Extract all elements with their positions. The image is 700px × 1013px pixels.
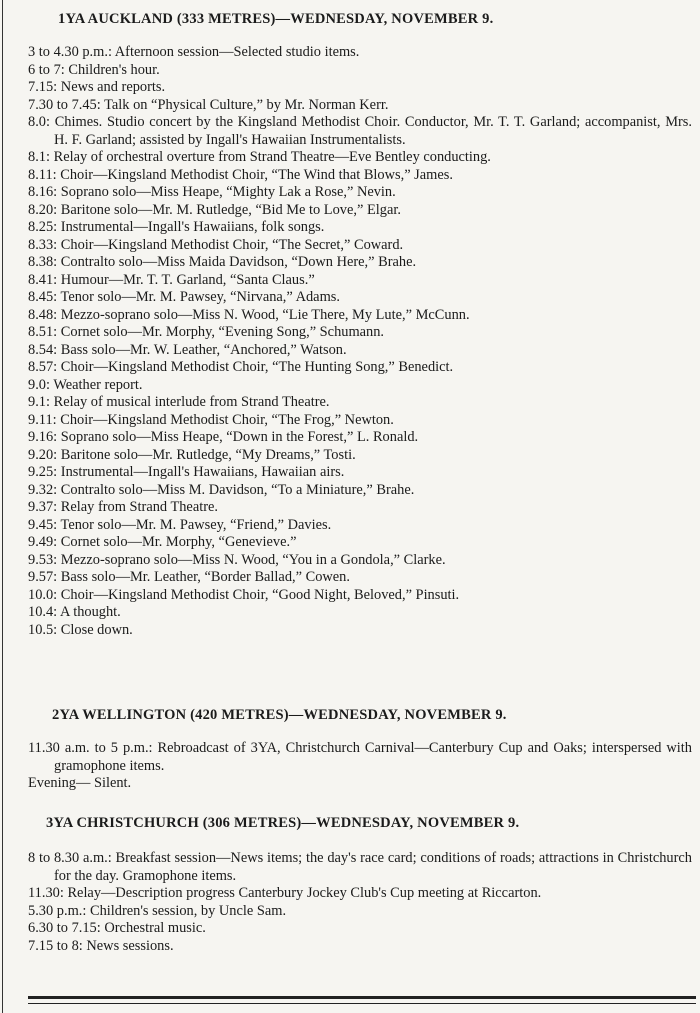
programme-entry xyxy=(28,740,696,775)
entry-text: Orchestral music. xyxy=(104,920,206,936)
entry-time: 9.32: xyxy=(28,481,58,498)
entry-text: Cornet solo—Mr. Morphy, “Genevieve.” xyxy=(60,534,297,550)
programme-entry xyxy=(28,184,696,202)
entry-text: Relay of musical interlude from Strand Theatre. xyxy=(53,394,330,410)
programme-entry xyxy=(28,44,696,62)
entry-time: 7.30 to 7.45: xyxy=(28,96,101,113)
entry-time: 9.45: xyxy=(28,516,58,533)
entry-text: Breakfast session—News items; the day's race card; conditions of roads; attractions in Christchurch for the day. Gramophone items. xyxy=(54,850,692,884)
entry-text: Rebroadcast of 3YA, Christchurch Carnival—Canterbury Cup and Oaks; interspersed with gramophone items. xyxy=(54,740,692,774)
programme-entry xyxy=(28,149,696,167)
entry-time: 8.16: xyxy=(28,184,58,200)
programme-entry xyxy=(28,517,696,535)
programme-entry xyxy=(28,394,696,412)
entry-text: Baritone solo—Mr. M. Rutledge, “Bid Me to Love,” Elgar. xyxy=(60,201,401,218)
programme-entry xyxy=(28,938,696,956)
entry-text: News sessions. xyxy=(86,937,174,954)
entry-time: 9.1: xyxy=(28,394,50,410)
entry-time: 7.15: xyxy=(28,79,58,95)
programme-entry xyxy=(28,307,696,325)
entry-time: 11.30: xyxy=(28,885,64,901)
entry-time: 8.51: xyxy=(28,324,58,340)
entry-time: 8.45: xyxy=(28,289,58,305)
programme-entry xyxy=(28,464,696,482)
entry-text: Instrumental—Ingall's Hawaiians, Hawaiian airs. xyxy=(60,464,345,480)
entry-text: Children's session, by Uncle Sam. xyxy=(89,902,287,919)
section-heading: 3YA CHRISTCHURCH (306 METRES)—WEDNESDAY, NOVEMBER 9. xyxy=(46,815,520,831)
entry-time: 11.30 a.m. to 5 p.m.: xyxy=(28,740,153,756)
column-rule xyxy=(2,0,3,1013)
entry-time: 8 to 8.30 a.m.: xyxy=(28,850,112,866)
bottom-rule xyxy=(28,996,696,999)
programme-entry xyxy=(28,604,696,622)
entry-time: 8.20: xyxy=(28,201,58,218)
programme-entry xyxy=(28,202,696,220)
entry-text: Relay from Strand Theatre. xyxy=(60,499,218,515)
entry-text: Relay of orchestral overture from Strand Theatre—Eve Bentley conducting. xyxy=(53,149,491,165)
entry-time: 8.57: xyxy=(28,359,58,375)
entry-time: 8.38: xyxy=(28,254,58,270)
programme-entry xyxy=(28,499,696,517)
entry-text: Choir—Kingsland Methodist Choir, “Good Night, Beloved,” Pinsuti. xyxy=(60,586,460,603)
section-heading: 1YA AUCKLAND (333 METRES)—WEDNESDAY, NOVEMBER 9. xyxy=(58,11,494,27)
entry-text: Tenor solo—Mr. M. Pawsey, “Nirvana,” Adams. xyxy=(60,289,340,305)
entry-text: Choir—Kingsland Methodist Choir, “The Wind that Blows,” James. xyxy=(60,166,453,183)
entry-text: Soprano solo—Miss Heape, “Down in the Forest,” L. Ronald. xyxy=(60,429,419,445)
entry-time: 9.37: xyxy=(28,499,58,515)
entry-text: Choir—Kingsland Methodist Choir, “The Hunting Song,” Benedict. xyxy=(60,359,454,375)
entry-time: 8.25: xyxy=(28,219,58,235)
entry-time: 8.41: xyxy=(28,271,58,288)
entry-text: Talk on “Physical Culture,” by Mr. Norman Kerr. xyxy=(104,96,389,113)
entry-text: Tenor solo—Mr. M. Pawsey, “Friend,” Davies. xyxy=(60,516,332,533)
entry-time: 9.57: xyxy=(28,569,58,585)
programme-entry xyxy=(28,167,696,185)
entry-time: 5.30 p.m.: xyxy=(28,902,87,919)
entry-time: 9.49: xyxy=(28,534,58,550)
programme-entry xyxy=(28,97,696,115)
programme-entry xyxy=(28,342,696,360)
entry-text: Contralto solo—Miss M. Davidson, “To a Miniature,” Brahe. xyxy=(60,481,415,498)
entry-text: Relay—Description progress Canterbury Jockey Club's Cup meeting at Riccarton. xyxy=(67,885,542,901)
entry-time: 8.1: xyxy=(28,149,50,165)
entry-time: 9.20: xyxy=(28,446,58,463)
entry-text: Mezzo-soprano solo—Miss N. Wood, “Lie There, My Lute,” McCunn. xyxy=(60,306,470,323)
programme-entry xyxy=(28,920,696,938)
entry-text: Silent. xyxy=(93,775,132,791)
entry-time: 8.33: xyxy=(28,236,58,253)
entry-time: 10.5: xyxy=(28,621,58,638)
entry-text: Contralto solo—Miss Maida Davidson, “Down Here,” Brahe. xyxy=(60,254,417,270)
entry-time: 10.0: xyxy=(28,586,58,603)
entry-time: Evening— xyxy=(28,775,91,791)
entry-text: Bass solo—Mr. W. Leather, “Anchored,” Watson. xyxy=(60,341,347,358)
programme-entry xyxy=(28,289,696,307)
entry-time: 9.0: xyxy=(28,376,50,393)
programme-entry xyxy=(28,377,696,395)
entry-text: Baritone solo—Mr. Rutledge, “My Dreams,” Tosti. xyxy=(60,446,356,463)
programme-entry xyxy=(28,219,696,237)
programme-entry xyxy=(28,552,696,570)
entry-text: Choir—Kingsland Methodist Choir, “The Secret,” Coward. xyxy=(60,236,404,253)
entry-text: Cornet solo—Mr. Morphy, “Evening Song,” Schumann. xyxy=(60,324,385,340)
programme-entry xyxy=(28,587,696,605)
entry-time: 10.4: xyxy=(28,604,58,620)
entry-time: 8.54: xyxy=(28,341,58,358)
entry-text: A thought. xyxy=(60,604,121,620)
entry-text: Bass solo—Mr. Leather, “Border Ballad,” Cowen. xyxy=(60,569,350,585)
entry-time: 6.30 to 7.15: xyxy=(28,920,101,936)
entry-text: News and reports. xyxy=(60,79,166,95)
programme-entry xyxy=(28,237,696,255)
programme-entry xyxy=(28,429,696,447)
programme-entry xyxy=(28,254,696,272)
programme-entry xyxy=(28,324,696,342)
entry-text: Weather report. xyxy=(53,376,143,393)
programme-entry xyxy=(28,359,696,377)
entry-text: Soprano solo—Miss Heape, “Mighty Lak a Rose,” Nevin. xyxy=(60,184,396,200)
programme-entry xyxy=(28,447,696,465)
entry-text: Close down. xyxy=(60,621,133,638)
entry-time: 9.25: xyxy=(28,464,58,480)
programme-entry xyxy=(28,850,696,885)
entry-text: Humour—Mr. T. T. Garland, “Santa Claus.” xyxy=(60,271,315,288)
entry-time: 3 to 4.30 p.m.: xyxy=(28,44,112,60)
entry-time: 7.15 to 8: xyxy=(28,937,83,954)
entry-text: Instrumental—Ingall's Hawaiians, folk songs. xyxy=(60,219,325,235)
programme-entry xyxy=(28,272,696,290)
entry-time: 8.11: xyxy=(28,166,57,183)
programme-entry xyxy=(28,885,696,903)
entry-text: Chimes. Studio concert by the Kingsland Methodist Choir. Conductor, Mr. T. T. Garland; accompanist, Mrs. H. F. Garland; assisted by Ingall's Hawaiian Instrumentalists. xyxy=(54,114,692,148)
entry-time: 6 to 7: xyxy=(28,61,65,78)
programme-entry xyxy=(28,412,696,430)
programme-entry xyxy=(28,569,696,587)
programme-entry xyxy=(28,534,696,552)
entry-time: 8.0: xyxy=(28,114,50,130)
bottom-rule-thin xyxy=(28,1003,696,1004)
entry-text: Children's hour. xyxy=(68,61,160,78)
entry-time: 8.48: xyxy=(28,306,58,323)
section-heading: 2YA WELLINGTON (420 METRES)—WEDNESDAY, NOVEMBER 9. xyxy=(52,707,507,723)
programme-entry xyxy=(28,482,696,500)
entry-text: Choir—Kingsland Methodist Choir, “The Frog,” Newton. xyxy=(60,411,394,428)
entry-time: 9.53: xyxy=(28,551,58,568)
programme-entry xyxy=(28,114,696,149)
programme-entry xyxy=(28,79,696,97)
entry-time: 9.11: xyxy=(28,411,57,428)
programme-entry xyxy=(28,903,696,921)
programme-entry xyxy=(28,775,696,793)
entry-text: Afternoon session—Selected studio items. xyxy=(114,44,360,60)
entry-time: 9.16: xyxy=(28,429,58,445)
entry-text: Mezzo-soprano solo—Miss N. Wood, “You in a Gondola,” Clarke. xyxy=(60,551,446,568)
programme-entry xyxy=(28,622,696,640)
programme-entry xyxy=(28,62,696,80)
